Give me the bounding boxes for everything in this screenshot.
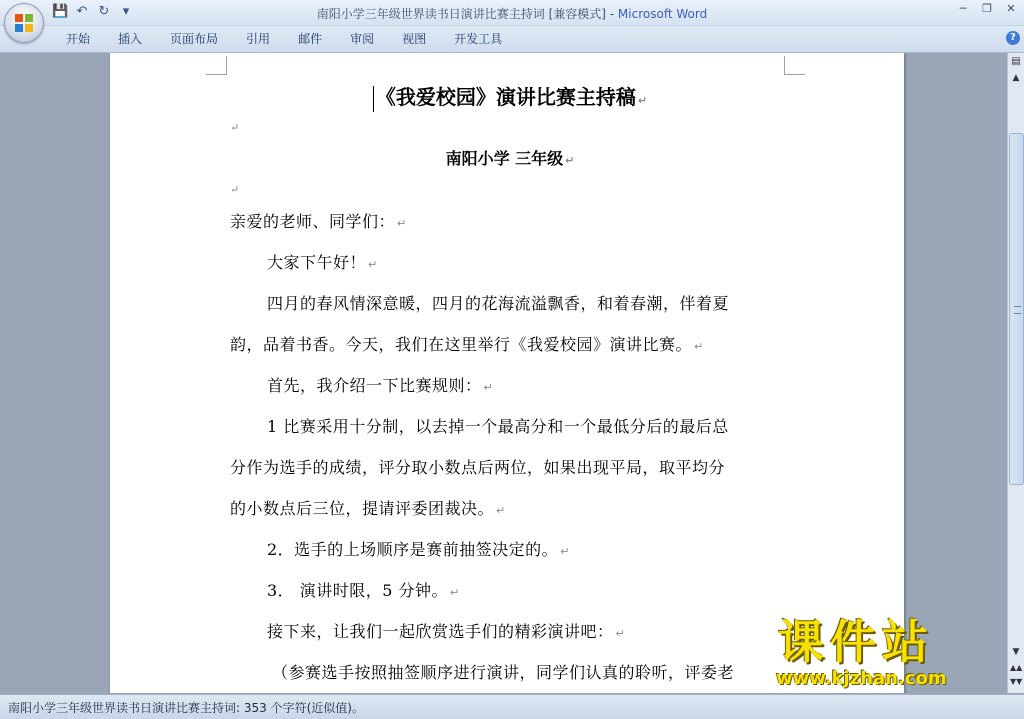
document-workspace [0,53,1008,693]
previous-page-icon[interactable]: ▲▲ [1010,663,1023,672]
office-button[interactable] [4,3,44,43]
watermark-url: www.kjzhan.com [776,668,947,689]
next-page-icon[interactable]: ▼▼ [1010,677,1023,686]
window-controls [956,2,1018,16]
paragraph-mark: ↵ [560,545,570,558]
watermark [770,614,1010,694]
line-text: 1 比赛采用十分制，以去掉一个最高分和一个最低分后的最后总 [267,417,729,436]
tab-view[interactable]: 视图 [402,32,427,46]
document-body[interactable] [230,77,790,693]
paragraph-mark: ↵ [496,504,506,517]
line-text: 分作为选手的成绩，评分取小数点后两位，如果出现平局，取平均分 [230,458,726,477]
doc-title [230,77,790,117]
paragraph-mark: ↵ [483,381,494,394]
status-bar [0,694,1024,719]
text-line [230,283,790,324]
paragraph-mark: ↵ [230,183,240,196]
window-title [0,5,1024,22]
paragraph-mark: ↵ [397,217,407,230]
paragraph-mark: ↵ [230,121,240,134]
close-icon[interactable]: ✕ [1006,2,1016,15]
paragraph-mark: ↵ [637,94,648,107]
office-button-icon [14,13,34,33]
minimize-icon[interactable]: ─ [959,2,967,15]
paragraph-mark: ↵ [694,340,704,353]
line-text: 2．选手的上场顺序是赛前抽签决定的。 [267,540,559,559]
line-text: 四月的春风情深意暖，四月的花海流溢飘香，和着春潮，伴着夏 [267,294,730,313]
tab-home[interactable]: 开始 [66,32,91,46]
tab-developer[interactable]: 开发工具 [454,32,503,46]
document-page[interactable] [110,53,904,693]
tab-mailings[interactable]: 邮件 [298,32,323,46]
crop-mark-right [784,56,805,75]
empty-paragraph [230,117,790,139]
crop-mark-left [206,56,227,75]
help-icon[interactable]: ? [1006,31,1020,45]
scroll-up-icon[interactable]: ▲ [1012,73,1020,83]
text-line [230,365,790,406]
text-line [230,652,790,693]
empty-paragraph [230,179,790,201]
line-text: （参赛选手按照抽签顺序进行演讲，同学们认真的聆听，评委老 [272,663,735,682]
doc-subtitle [230,139,790,179]
title-bar [0,0,1024,26]
paragraph-mark: ↵ [615,627,626,640]
line-text: 3． 演讲时限，5 分钟。 [267,581,449,600]
tab-review[interactable]: 审阅 [350,32,375,46]
restore-icon[interactable]: ❐ [982,2,992,15]
view-ruler-icon[interactable]: ▤ [1011,56,1021,67]
scrollbar-grip-icon [1014,306,1021,314]
save-icon[interactable]: 💾 [52,4,69,19]
text-line [230,242,790,283]
paragraph-mark: ↵ [565,154,575,167]
line-text: 韵，品着书香。今天，我们在这里举行《我爱校园》演讲比赛。 [230,335,693,354]
undo-icon[interactable]: ↶ [76,4,88,19]
line-text: 首先，我介绍一下比赛规则： [267,376,482,395]
text-line [230,611,790,652]
redo-icon[interactable]: ↻ [98,4,110,19]
customize-qat-icon[interactable]: ▾ [122,4,130,19]
line-text: 亲爱的老师、同学们： [230,212,396,231]
paragraph-mark: ↵ [450,586,460,599]
doc-title-text: 《我爱校园》演讲比赛主持稿 [375,85,636,109]
line-text: 的小数点后三位，提请评委团裁决。 [230,499,495,518]
line-text: 大家下午好！ [267,253,367,272]
vertical-scrollbar[interactable] [1007,53,1024,693]
tab-page-layout[interactable]: 页面布局 [170,32,219,46]
text-line [230,406,790,447]
scrollbar-thumb[interactable] [1009,133,1024,485]
text-cursor [373,86,374,112]
tab-insert[interactable]: 插入 [118,32,143,46]
status-text: 南阳小学三年级世界读书日演讲比赛主持词: 353 个字符(近似值)。 [8,701,364,715]
watermark-logo: 课件站 [778,615,934,669]
text-line [230,488,790,529]
doc-subtitle-text: 南阳小学 三年级 [445,149,564,168]
text-line [230,529,790,570]
text-line [230,447,790,488]
document-name: 南阳小学三年级世界读书日演讲比赛主持词 [兼容模式] - [316,7,618,21]
text-line [230,201,790,242]
app-name: Microsoft Word [617,7,708,21]
text-line [230,570,790,611]
ribbon-tabs [52,31,516,47]
ribbon-tab-bar [0,26,1024,53]
scroll-down-icon[interactable]: ▼ [1012,647,1020,657]
tab-references[interactable]: 引用 [246,32,271,46]
paragraph-mark: ↵ [368,258,378,271]
line-text: 接下来，让我们一起欣赏选手们的精彩演讲吧： [267,622,614,641]
text-line [230,324,790,365]
